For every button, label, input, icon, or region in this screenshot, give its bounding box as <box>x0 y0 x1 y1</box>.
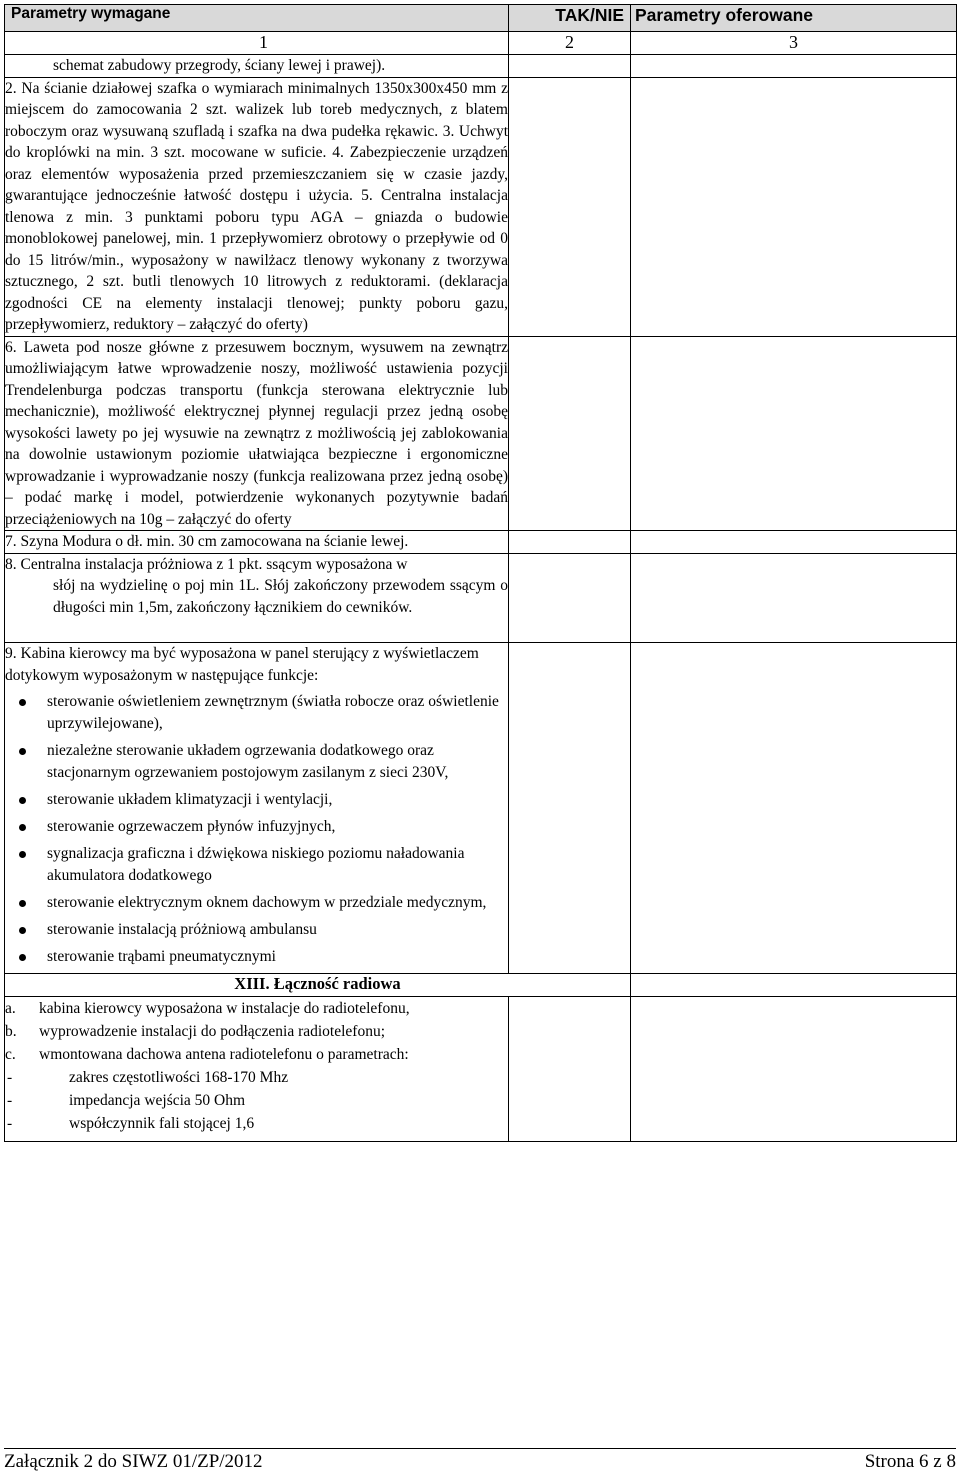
section-title: XIII. Łączność radiowa <box>5 974 631 997</box>
requirement-text: 7. Szyna Modura o dł. min. 30 cm zamocowana na ścianie lewej. <box>5 533 409 550</box>
yes-no-cell[interactable] <box>509 531 631 554</box>
yes-no-cell[interactable] <box>509 997 631 1142</box>
param-item <box>5 1089 508 1112</box>
list-item: sterowanie trąbami pneumatycznymi <box>5 946 508 968</box>
item-text: wmontowana dachowa antena radiotelefonu o parametrach: <box>39 1046 409 1063</box>
table-row <box>5 643 957 974</box>
column-number-2: 2 <box>509 32 631 55</box>
list-item <box>5 1020 508 1043</box>
column-number-row <box>5 32 957 55</box>
yes-no-cell[interactable] <box>509 643 631 974</box>
requirement-cell <box>5 643 509 974</box>
dash-marker: - <box>7 1115 13 1132</box>
offered-params-cell[interactable] <box>631 531 957 554</box>
param-text: współczynnik fali stojącej 1,6 <box>69 1115 255 1132</box>
requirement-text-continued: słój na wydzielinę o poj min 1L. Słój zakończony przewodem ssącym o długości min 1,5m, zakończony łącznikiem do cewników. <box>53 577 508 616</box>
list-item: sterowanie oświetleniem zewnętrznym (światła robocze oraz oświetlenie uprzywilejowane), <box>5 691 508 735</box>
list-item: niezależne sterowanie układem ogrzewania dodatkowego oraz stacjonarnym ogrzewaniem postojowym zasilanym z sieci 230V, <box>5 740 508 784</box>
table-row <box>5 77 957 336</box>
offered-params-cell[interactable] <box>631 77 957 336</box>
requirement-text: 6. Laweta pod nosze główne z przesuwem bocznym, wysuwem na zewnątrz umożliwiającym łatwe wprowadzenie noszy, możliwość ustawienia pozycji Trendelenburga podczas transportu (funkcja sterowana elektrycznie lub mechanicznie), możliwość elektrycznej płynnej regulacji przez jedną osobę wysokości lawety po jej wysuwie na zewnątrz z możliwością jej zablokowania na dowolnie ustawionym poziomie ułatwiająca bezpieczne i ergonomiczne wprowadzanie i wyprowadzanie noszy (funkcja realizowana przez jedną osobę) – podać markę i model, potwierdzenie wykonanych pozytywnie badań przeciążeniowych na 10g – załączyć do oferty <box>5 338 508 528</box>
item-label: b. <box>5 1023 17 1040</box>
list-item: sterowanie ogrzewaczem płynów infuzyjnych, <box>5 816 508 838</box>
footer-attachment: Załącznik 2 do SIWZ 01/ZP/2012 <box>4 1451 263 1472</box>
requirement-cell <box>5 553 509 643</box>
list-item: sterowanie elektrycznym oknem dachowym w przedziale medycznym, <box>5 892 508 914</box>
param-text: zakres częstotliwości 168-170 Mhz <box>69 1069 289 1086</box>
table-row <box>5 997 957 1142</box>
requirement-cell <box>5 997 509 1142</box>
footer-page-number: Strona 6 z 8 <box>864 1451 956 1472</box>
list-item: sterowanie układem klimatyzacji i wentylacji, <box>5 789 508 811</box>
dash-marker: - <box>7 1092 13 1109</box>
requirement-cell <box>5 55 509 78</box>
section-heading-row <box>5 974 957 997</box>
list-item <box>5 997 508 1020</box>
specification-table <box>4 4 957 1142</box>
offered-params-cell[interactable] <box>631 997 957 1142</box>
requirement-cell <box>5 336 509 531</box>
offered-params-cell[interactable] <box>631 643 957 974</box>
table-row <box>5 531 957 554</box>
function-list <box>5 691 508 968</box>
header-required-params: Parametry wymagane <box>5 5 509 32</box>
table-header-row <box>5 5 957 32</box>
param-item <box>5 1066 508 1089</box>
list-item <box>5 1043 508 1066</box>
column-number-3: 3 <box>631 32 957 55</box>
dash-marker: - <box>7 1069 13 1086</box>
list-item: sygnalizacja graficzna i dźwiękowa niskiego poziomu naładowania akumulatora dodatkowego <box>5 843 508 887</box>
yes-no-cell[interactable] <box>509 55 631 78</box>
param-item <box>5 1112 508 1135</box>
offered-params-cell[interactable] <box>631 336 957 531</box>
requirement-text: 9. Kabina kierowcy ma być wyposażona w panel sterujący z wyświetlaczem dotykowym wyposażonym w następujące funkcje: <box>5 645 479 684</box>
requirement-cell <box>5 77 509 336</box>
header-yes-no: TAK/NIE <box>509 5 631 32</box>
item-label: c. <box>5 1046 16 1063</box>
header-offered-params: Parametry oferowane <box>631 5 957 32</box>
offered-params-cell[interactable] <box>631 553 957 643</box>
requirement-text: 8. Centralna instalacja próżniowa z 1 pkt. ssącym wyposażona w <box>5 555 408 573</box>
yes-no-cell[interactable] <box>509 336 631 531</box>
param-text: impedancja wejścia 50 Ohm <box>69 1092 246 1109</box>
section-empty-cell <box>631 974 957 997</box>
requirement-text: 2. Na ścianie działowej szafka o wymiarach minimalnych 1350x300x450 mm z miejscem do zamocowania 2 szt. walizek lub toreb medycznych, z blatem roboczym oraz wysuwaną szufladą i szafka na dwa pudełka rękawic. 3. Uchwyt do kroplówki na min. 3 szt. mocowane w suficie. 4. Zabezpieczenie urządzeń oraz elementów wyposażenia przed przemieszczaniem się w czasie jazdy, gwarantujące jednocześnie łatwość dostępu i użycia. 5. Centralna instalacja tlenowa z min. 3 punktami poboru typu AGA – gniazda o budowie monoblokowej panelowej, min. 1 przepływomierz obrotowy o przepływie od 0 do 15 litrów/min., wyposażony w nawilżacz tlenowy wykonany z tworzywa sztucznego, 2 szt. butli tlenowych 10 litrowych z reduktorami. (deklaracja zgodności CE na elementy instalacji tlenowej; punkty poboru gazu, przepływomierz, reduktory – załączyć do oferty) <box>5 79 508 333</box>
table-row <box>5 336 957 531</box>
column-number-1: 1 <box>5 32 509 55</box>
requirement-text: schemat zabudowy przegrody, ściany lewej i prawej). <box>53 57 386 74</box>
requirement-cell <box>5 531 509 554</box>
yes-no-cell[interactable] <box>509 553 631 643</box>
page-footer <box>4 1448 956 1473</box>
item-label: a. <box>5 1000 16 1017</box>
item-text: kabina kierowcy wyposażona w instalacje do radiotelefonu, <box>39 1000 410 1017</box>
item-text: wyprowadzenie instalacji do podłączenia radiotelefonu; <box>39 1023 386 1040</box>
offered-params-cell[interactable] <box>631 55 957 78</box>
yes-no-cell[interactable] <box>509 77 631 336</box>
table-row <box>5 553 957 643</box>
table-row <box>5 55 957 78</box>
list-item: sterowanie instalacją próżniową ambulansu <box>5 919 508 941</box>
